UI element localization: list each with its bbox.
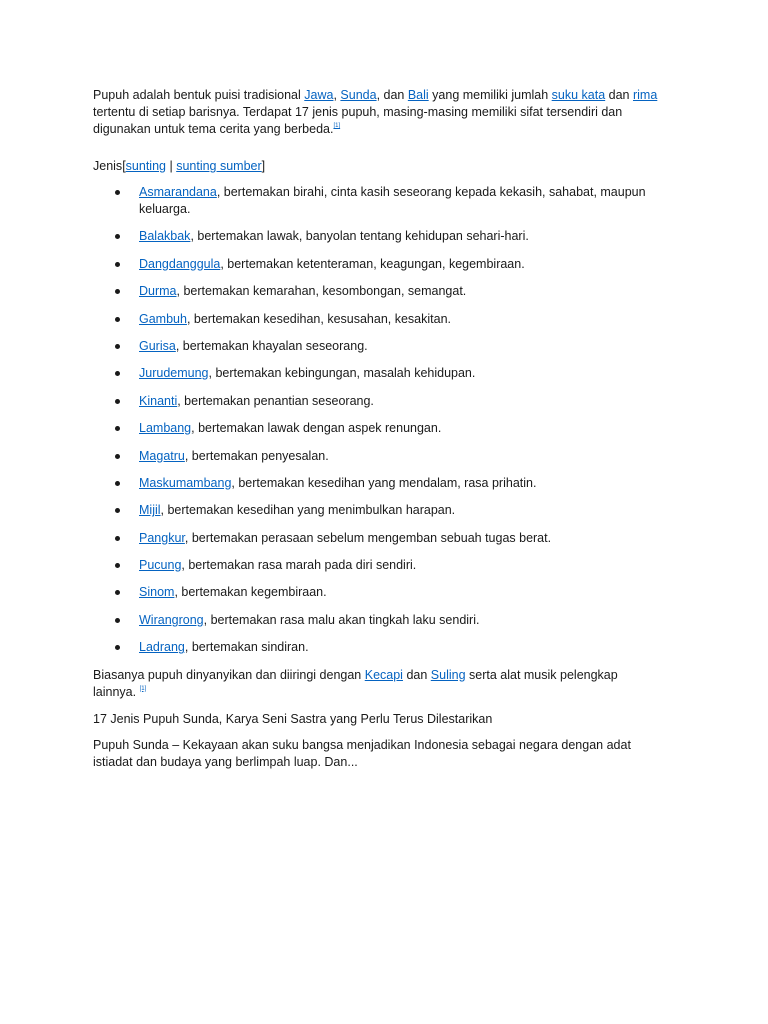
list-item — [93, 256, 663, 273]
pupuh-description: , bertemakan sindiran. — [184, 640, 309, 655]
list-item — [93, 502, 663, 519]
article-excerpt: Pupuh Sunda – Kekayaan akan suku bangsa menjadikan Indonesia sebagai negara dengan adat istiadat dan budaya yang berlimpah luap. Dan... — [93, 737, 631, 769]
pupuh-description: , bertemakan kesedihan yang menimbulkan harapan. — [160, 503, 456, 518]
intro-text: Pupuh adalah bentuk puisi tradisional — [93, 88, 305, 102]
pupuh-description: , bertemakan kesedihan yang mendalam, rasa prihatin. — [231, 475, 537, 490]
pupuh-link[interactable]: Maskumambang — [139, 475, 232, 490]
list-item — [93, 420, 663, 437]
reference-link[interactable]: [1] — [139, 685, 147, 692]
link-kecapi[interactable]: Kecapi — [364, 667, 403, 682]
pupuh-link[interactable]: Ladrang — [139, 640, 185, 655]
list-item — [93, 557, 663, 574]
pupuh-description: , bertemakan ketenteraman, keagungan, kegembiraan. — [220, 256, 525, 271]
link-sunda[interactable]: Sunda — [340, 88, 377, 102]
list-item — [93, 228, 663, 245]
pupuh-link[interactable]: Gurisa — [139, 338, 176, 353]
reference-link[interactable]: [1] — [333, 123, 341, 129]
pupuh-link[interactable]: Gambuh — [139, 311, 187, 326]
bullet-icon — [115, 371, 120, 376]
bullet-icon — [115, 289, 120, 294]
bullet-icon — [115, 454, 120, 459]
closing-paragraph — [93, 667, 663, 701]
intro-text: , — [333, 88, 341, 102]
pupuh-link[interactable]: Wirangrong — [139, 612, 204, 627]
pupuh-description: , bertemakan kemarahan, kesombongan, semangat. — [176, 284, 467, 299]
edit-source-link[interactable]: sunting sumber — [176, 159, 262, 173]
pupuh-description: , bertemakan lawak dengan aspek renungan. — [191, 421, 442, 436]
pupuh-link[interactable]: Dangdanggula — [139, 256, 221, 271]
pupuh-description: , bertemakan rasa malu akan tingkah laku sendiri. — [203, 612, 480, 627]
pupuh-list — [93, 184, 663, 656]
list-item — [93, 338, 663, 355]
intro-text: , dan — [376, 88, 408, 102]
bullet-icon — [115, 426, 120, 431]
intro-text: dan — [605, 88, 633, 102]
separator: | — [165, 159, 177, 173]
list-item — [93, 612, 663, 629]
bullet-icon — [115, 262, 120, 267]
pupuh-description: , bertemakan rasa marah pada diri sendiri. — [181, 558, 417, 573]
bullet-icon — [115, 618, 120, 623]
pupuh-description: , bertemakan kegembiraan. — [174, 585, 327, 600]
pupuh-description: , bertemakan perasaan sebelum mengemban sebuah tugas berat. — [184, 530, 552, 545]
pupuh-link[interactable]: Balakbak — [139, 229, 191, 244]
list-item — [93, 311, 663, 328]
closing-text: Biasanya pupuh dinyanyikan dan diiringi dengan — [93, 667, 365, 682]
pupuh-description: , bertemakan penantian seseorang. — [177, 393, 374, 408]
pupuh-link[interactable]: Mijil — [139, 503, 161, 518]
section-heading — [93, 158, 663, 175]
document-body — [93, 87, 663, 771]
closing-text: dan — [402, 667, 431, 682]
bullet-icon — [115, 344, 120, 349]
pupuh-description: , bertemakan birahi, cinta kasih seseorang kepada kekasih, sahabat, maupun keluarga. — [139, 185, 646, 216]
list-item — [93, 639, 663, 656]
closing-text: serta alat musik pelengkap lainnya. — [93, 667, 618, 699]
link-suling[interactable]: Suling — [430, 667, 466, 682]
pupuh-link[interactable]: Jurudemung — [139, 366, 209, 381]
pupuh-link[interactable]: Lambang — [139, 421, 192, 436]
pupuh-link[interactable]: Durma — [139, 284, 177, 299]
link-bali[interactable]: Bali — [407, 88, 429, 102]
pupuh-link[interactable]: Sinom — [139, 585, 175, 600]
intro-text: tertentu di setiap barisnya. Terdapat 17 jenis pupuh, masing-masing memiliki sifat tersendiri dan digunakan untuk tema cerita yang berbeda. — [93, 105, 623, 136]
section-title: Jenis — [93, 159, 123, 173]
article-title: 17 Jenis Pupuh Sunda, Karya Seni Sastra yang Perlu Terus Dilestarikan — [93, 711, 493, 726]
bullet-icon — [115, 317, 120, 322]
pupuh-description: , bertemakan kebingungan, masalah kehidupan. — [208, 366, 476, 381]
list-item — [93, 393, 663, 410]
pupuh-description: , bertemakan khayalan seseorang. — [175, 338, 368, 353]
link-suku-kata[interactable]: suku kata — [551, 88, 606, 102]
list-item — [93, 530, 663, 547]
pupuh-link[interactable]: Kinanti — [139, 393, 178, 408]
pupuh-description: , bertemakan lawak, banyolan tentang kehidupan sehari-hari. — [190, 229, 529, 244]
list-item — [93, 448, 663, 465]
pupuh-link[interactable]: Pucung — [139, 558, 182, 573]
edit-link[interactable]: sunting — [125, 159, 166, 173]
bullet-icon — [115, 481, 120, 486]
link-jawa[interactable]: Jawa — [304, 88, 334, 102]
bullet-icon — [115, 190, 120, 195]
bullet-icon — [115, 234, 120, 239]
pupuh-link[interactable]: Asmarandana — [139, 185, 217, 199]
list-item — [93, 365, 663, 382]
bracket: ] — [261, 159, 266, 173]
pupuh-link[interactable]: Magatru — [139, 448, 185, 463]
bullet-icon — [115, 536, 120, 541]
list-item — [93, 584, 663, 601]
pupuh-description: , bertemakan kesedihan, kesusahan, kesakitan. — [186, 311, 452, 326]
list-item — [93, 184, 663, 218]
bracket: [ — [122, 159, 126, 173]
pupuh-link[interactable]: Pangkur — [139, 530, 185, 545]
bullet-icon — [115, 590, 120, 595]
list-item — [93, 475, 663, 492]
bullet-icon — [115, 508, 120, 513]
list-item — [93, 283, 663, 300]
bullet-icon — [115, 563, 120, 568]
intro-text: yang memiliki jumlah — [428, 88, 552, 102]
pupuh-description: , bertemakan penyesalan. — [184, 448, 329, 463]
link-rima[interactable]: rima — [632, 88, 658, 102]
bullet-icon — [115, 645, 120, 650]
bullet-icon — [115, 399, 120, 404]
intro-paragraph — [93, 87, 663, 138]
